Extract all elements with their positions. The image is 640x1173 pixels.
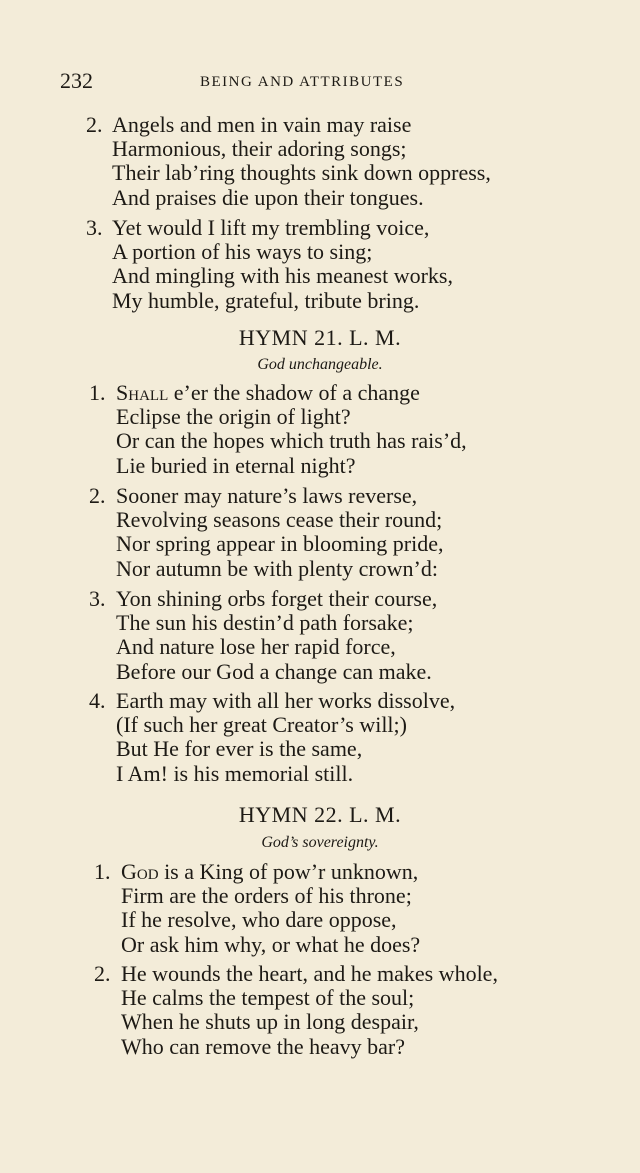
verse-number: 1. <box>94 859 111 884</box>
page-number: 232 <box>60 68 93 93</box>
hymn-22-subtitle: God’s sovereignty. <box>261 834 379 851</box>
verse-line: Revolving seasons cease their round; <box>116 507 443 532</box>
verse-number: 1. <box>89 380 106 405</box>
verse-line: Harmonious, their adoring songs; <box>112 136 407 161</box>
verse-line: Yet would I lift my trembling voice, <box>112 215 430 240</box>
verse-line: Their lab’ring thoughts sink down oppress, <box>112 160 491 185</box>
verse-line: And praises die upon their tongues. <box>112 185 424 210</box>
verse-first-word: God <box>121 859 159 884</box>
verse-line: A portion of his ways to sing; <box>112 239 373 264</box>
verse-line-rest: is a King of pow’r unknown, <box>158 859 419 884</box>
verse-line: Before our God a change can make. <box>116 659 432 684</box>
verse-line: Sooner may nature’s laws reverse, <box>116 483 418 508</box>
page-header <box>60 68 580 98</box>
verse-line: Or ask him why, or what he does? <box>121 932 421 957</box>
verse-line: The sun his destin’d path forsake; <box>116 610 414 635</box>
verse-line: Lie buried in eternal night? <box>116 453 356 478</box>
verse-first-word: Shall <box>116 380 169 405</box>
verse-line <box>121 860 418 884</box>
verse-line: Firm are the orders of his throne; <box>121 883 412 908</box>
verse-line: And mingling with his meanest works, <box>112 263 453 288</box>
verse-number: 3. <box>86 215 103 240</box>
verse-line: I Am! is his memorial still. <box>116 761 354 786</box>
running-title: BEING AND ATTRIBUTES <box>200 74 405 90</box>
verse-line: My humble, grateful, tribute bring. <box>112 288 420 313</box>
verse-line: But He for ever is the same, <box>116 736 363 761</box>
verse-number: 4. <box>89 688 106 713</box>
verse-line-rest: e’er the shadow of a change <box>168 380 420 405</box>
verse-line: Who can remove the heavy bar? <box>121 1034 406 1059</box>
verse-number: 2. <box>86 112 103 137</box>
verse-line <box>116 381 420 405</box>
verse-line: If he resolve, who dare oppose, <box>121 907 397 932</box>
verse-number: 3. <box>89 586 106 611</box>
hymn-21-title: HYMN 21. L. M. <box>238 325 402 350</box>
verse-line: He wounds the heart, and he makes whole, <box>121 961 498 986</box>
verse-line: Nor autumn be with plenty crown’d: <box>116 556 438 581</box>
verse-line: Or can the hopes which truth has rais’d, <box>116 428 467 453</box>
verse-line: He calms the tempest of the soul; <box>121 985 415 1010</box>
verse-line: When he shuts up in long despair, <box>121 1009 419 1034</box>
verse-line: Nor spring appear in blooming pride, <box>116 531 444 556</box>
verse-number: 2. <box>89 483 106 508</box>
verse-number: 2. <box>94 961 111 986</box>
verse-line: Angels and men in vain may raise <box>112 112 412 137</box>
verse-line: And nature lose her rapid force, <box>116 634 396 659</box>
hymn-22-title: HYMN 22. L. M. <box>238 802 402 827</box>
verse-line: (If such her great Creator’s will;) <box>116 712 407 737</box>
hymn-21-subtitle: God unchangeable. <box>257 356 383 373</box>
verse-line: Earth may with all her works dissolve, <box>116 688 456 713</box>
verse-line: Yon shining orbs forget their course, <box>116 586 438 611</box>
verse-line: Eclipse the origin of light? <box>116 404 351 429</box>
